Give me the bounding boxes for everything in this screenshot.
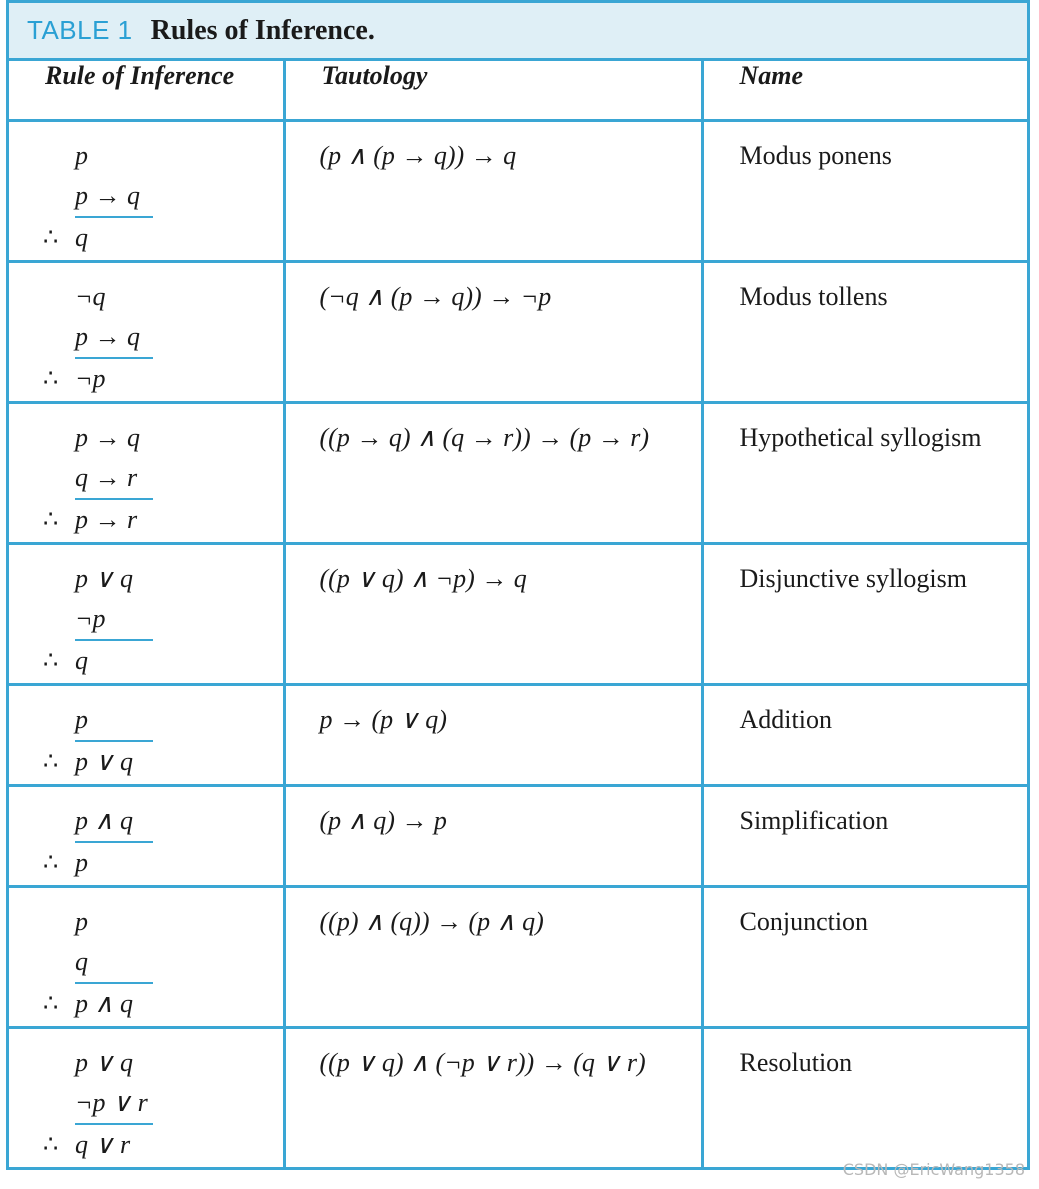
premise: ¬p ∨ r [75, 1087, 148, 1117]
conclusion-line [43, 740, 283, 780]
therefore-symbol: ∴ [43, 849, 59, 876]
rule-name: Resolution [739, 1047, 853, 1077]
table-row [9, 785, 1027, 886]
tautology: p → (p ∨ q) [319, 704, 447, 734]
conclusion-rule-line [43, 498, 153, 540]
conclusion: ¬p [75, 363, 106, 393]
conclusion-rule-line [43, 982, 153, 1024]
inference-rule [9, 787, 283, 881]
conclusion-line [43, 357, 283, 397]
table-label: TABLE 1 [27, 15, 133, 45]
name-cell [702, 261, 1027, 402]
table-row [9, 1027, 1027, 1170]
premise: p [75, 906, 88, 936]
therefore-symbol: ∴ [43, 224, 59, 251]
therefore-symbol: ∴ [43, 990, 59, 1017]
conclusion: p ∧ q [75, 988, 134, 1018]
tautology-cell [284, 543, 702, 684]
conclusion-rule-line [43, 740, 153, 782]
inference-rule [9, 1029, 283, 1163]
table-row [9, 886, 1027, 1027]
premise: q [75, 946, 88, 976]
tautology-cell [284, 1027, 702, 1170]
conclusion: p [75, 847, 88, 877]
premise: p ∧ q [75, 805, 134, 835]
tautology: ((p ∨ q) ∧ (¬p ∨ r)) → (q ∨ r) [319, 1047, 646, 1077]
therefore-symbol: ∴ [43, 365, 59, 392]
conclusion-line [43, 639, 283, 679]
name-cell [702, 684, 1027, 785]
rule-cell [9, 120, 284, 261]
tautology: (¬q ∧ (p → q)) → ¬p [319, 281, 552, 311]
premise: p → q [75, 321, 140, 351]
premise: p → q [75, 422, 140, 452]
table-row [9, 261, 1027, 402]
therefore-symbol: ∴ [43, 748, 59, 775]
therefore-symbol: ∴ [43, 506, 59, 533]
conclusion-line [43, 982, 283, 1022]
premise: p [75, 140, 88, 170]
tautology: (p ∧ (p → q)) → q [319, 140, 517, 170]
table-row [9, 402, 1027, 543]
tautology: ((p) ∧ (q)) → (p ∧ q) [319, 906, 544, 936]
conclusion: q [75, 222, 88, 252]
conclusion-rule-line [43, 357, 153, 399]
rules-table [9, 61, 1027, 1170]
conclusion-line [43, 841, 283, 881]
inference-rule [9, 122, 283, 256]
inference-rule [9, 686, 283, 780]
column-header-name: Name [702, 61, 1027, 120]
premise: ¬q [75, 281, 106, 311]
table-title-bar [9, 3, 1027, 61]
conclusion: p ∨ q [75, 746, 134, 776]
table-frame [6, 0, 1030, 1170]
tautology: ((p ∨ q) ∧ ¬p) → q [319, 563, 527, 593]
conclusion-rule-line [43, 639, 153, 681]
header-row [9, 61, 1027, 120]
rule-cell [9, 402, 284, 543]
inference-rule [9, 263, 283, 397]
tautology-cell [284, 120, 702, 261]
rule-cell [9, 543, 284, 684]
inference-rule [9, 404, 283, 538]
conclusion: q ∨ r [75, 1129, 131, 1159]
premise: ¬p [75, 603, 106, 633]
premise: p ∨ q [75, 1047, 134, 1077]
rule-name: Disjunctive syllogism [739, 563, 967, 593]
rule-name: Simplification [739, 805, 889, 835]
conclusion-line [43, 498, 283, 538]
table-row [9, 120, 1027, 261]
tautology: (p ∧ q) → p [319, 805, 447, 835]
name-cell [702, 1027, 1027, 1170]
table-row [9, 543, 1027, 684]
premise: q → r [75, 462, 138, 492]
tautology-cell [284, 402, 702, 543]
conclusion-rule-line [43, 1123, 153, 1165]
rule-cell [9, 1027, 284, 1170]
premise: p ∨ q [75, 563, 134, 593]
rule-name: Modus ponens [739, 140, 892, 170]
conclusion-line [43, 216, 283, 256]
conclusion-line [43, 1123, 283, 1163]
rule-cell [9, 886, 284, 1027]
column-header-tautology: Tautology [284, 61, 702, 120]
conclusion-rule-line [43, 216, 153, 258]
name-cell [702, 785, 1027, 886]
rule-cell [9, 261, 284, 402]
tautology: ((p → q) ∧ (q → r)) → (p → r) [319, 422, 650, 452]
name-cell [702, 543, 1027, 684]
tautology-cell [284, 261, 702, 402]
tautology-cell [284, 886, 702, 1027]
conclusion: q [75, 645, 88, 675]
premise: p → q [75, 180, 140, 210]
column-header-rule: Rule of Inference [9, 61, 284, 120]
tautology-cell [284, 684, 702, 785]
therefore-symbol: ∴ [43, 1131, 59, 1158]
name-cell [702, 120, 1027, 261]
conclusion: p → r [75, 504, 138, 534]
name-cell [702, 886, 1027, 1027]
watermark: CSDN @EricWang1358 [842, 1160, 1025, 1179]
rule-name: Addition [739, 704, 832, 734]
inference-rule [9, 545, 283, 679]
rule-cell [9, 785, 284, 886]
premise: p [75, 704, 88, 734]
rule-name: Hypothetical syllogism [739, 422, 982, 452]
tautology-cell [284, 785, 702, 886]
rule-name: Modus tollens [739, 281, 888, 311]
table-title: Rules of Inference. [150, 14, 375, 46]
table-row [9, 684, 1027, 785]
rule-cell [9, 684, 284, 785]
rule-name: Conjunction [739, 906, 869, 936]
conclusion-rule-line [43, 841, 153, 883]
inference-rule [9, 888, 283, 1022]
therefore-symbol: ∴ [43, 647, 59, 674]
name-cell [702, 402, 1027, 543]
